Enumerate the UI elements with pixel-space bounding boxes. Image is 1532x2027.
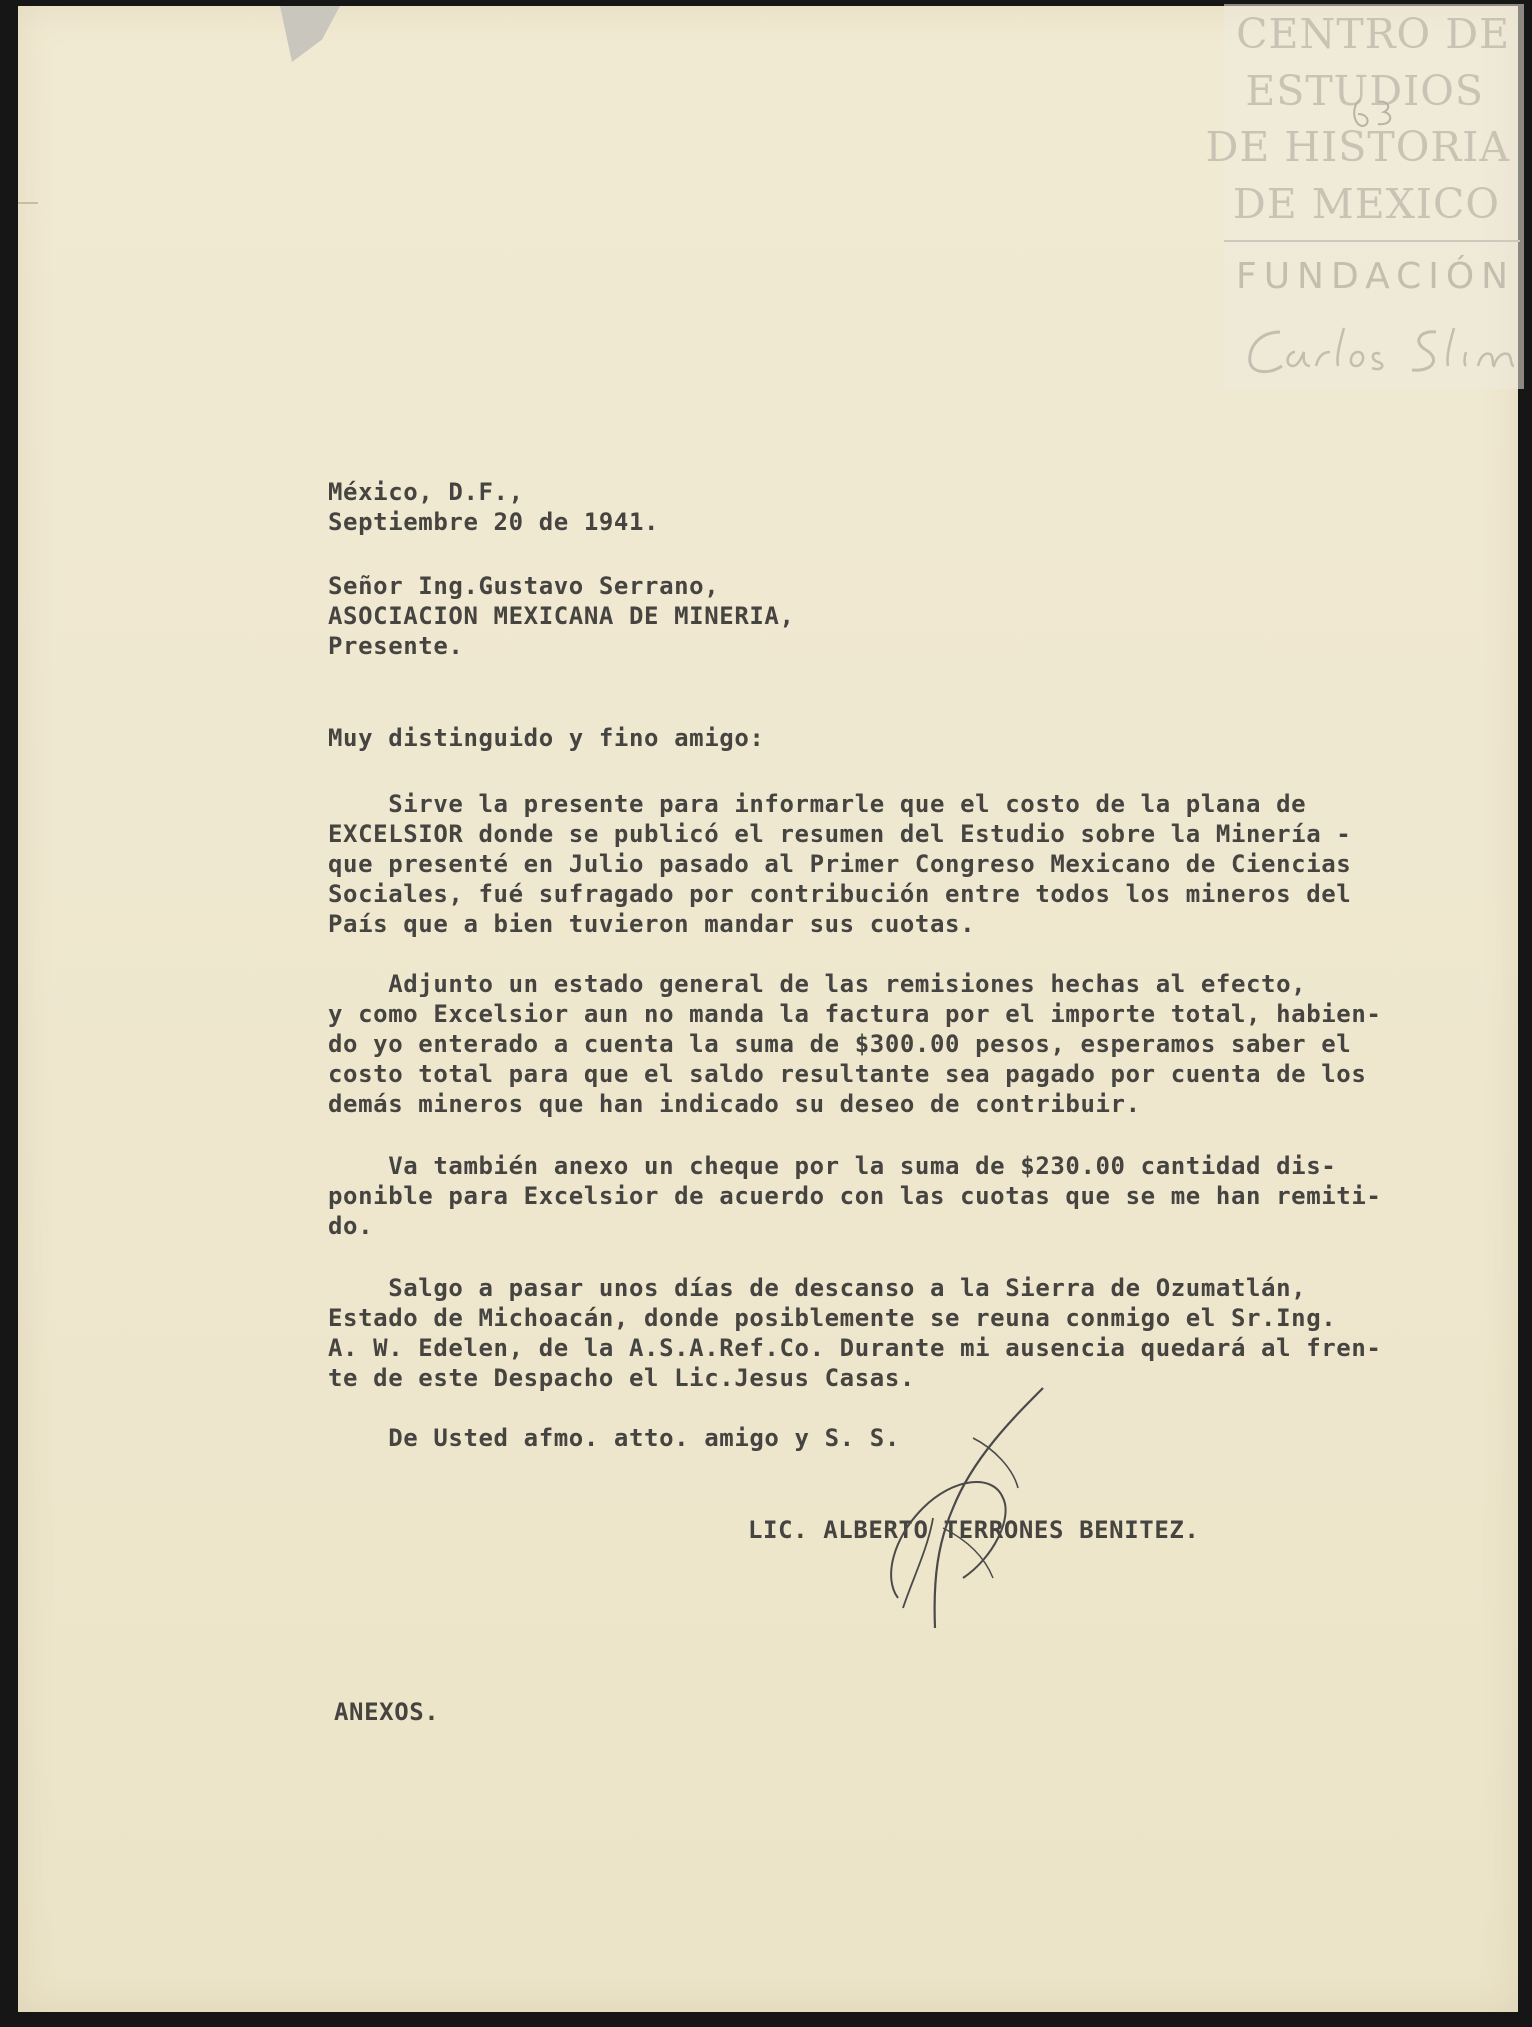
- paragraph-1-line: Sociales, fué sufragado por contribución entre todos los mineros del: [328, 880, 1352, 908]
- paragraph-1-line: que presenté en Julio pasado al Primer Congreso Mexicano de Ciencias: [328, 850, 1352, 878]
- salutation: Muy distinguido y fino amigo:: [328, 724, 765, 752]
- watermark-foundation: FUNDACIÓN: [1236, 256, 1516, 297]
- signatory-name: LIC. ALBERTO TERRONES BENITEZ.: [748, 1516, 1200, 1544]
- paragraph-2-line: costo total para que el saldo resultante sea pagado por cuenta de los: [328, 1060, 1367, 1088]
- watermark-line-3: DE HISTORIA: [1205, 123, 1510, 171]
- paragraph-2-line: Adjunto un estado general de las remisiones hechas al efecto,: [328, 970, 1307, 998]
- recipient-location: Presente.: [328, 632, 464, 660]
- paragraph-1-line: Sirve la presente para informarle que el costo de la plana de: [328, 790, 1307, 818]
- paragraph-3-line: do.: [328, 1212, 374, 1240]
- handwritten-page-number: [1348, 94, 1408, 134]
- recipient-name: Señor Ing.Gustavo Serrano,: [328, 572, 720, 600]
- torn-corner: [280, 6, 340, 62]
- letter-place: México, D.F.,: [328, 478, 524, 506]
- paragraph-2-line: do yo enterado a cuenta la suma de $300.00 pesos, esperamos saber el: [328, 1030, 1352, 1058]
- paragraph-4-line: A. W. Edelen, de la A.S.A.Ref.Co. Durante mi ausencia quedará al fren-: [328, 1334, 1382, 1362]
- watermark-signature-logo: [1240, 322, 1525, 382]
- closing-line: De Usted afmo. atto. amigo y S. S.: [328, 1424, 900, 1452]
- paragraph-3-line: ponible para Excelsior de acuerdo con las cuotas que se me han remiti-: [328, 1182, 1382, 1210]
- watermark-divider: [1224, 240, 1520, 242]
- paragraph-2-line: y como Excelsior aun no manda la factura por el importe total, habien-: [328, 1000, 1382, 1028]
- recipient-organization: ASOCIACION MEXICANA DE MINERIA,: [328, 602, 795, 630]
- watermark-line-2: ESTUDIOS: [1245, 67, 1484, 115]
- paragraph-1-line: EXCELSIOR donde se publicó el resumen del Estudio sobre la Minería -: [328, 820, 1352, 848]
- paragraph-4-line: Salgo a pasar unos días de descanso a la Sierra de Ozumatlán,: [328, 1274, 1307, 1302]
- paragraph-4-line: te de este Despacho el Lic.Jesus Casas.: [328, 1364, 915, 1392]
- paragraph-2-line: demás mineros que han indicado su deseo de contribuir.: [328, 1090, 1141, 1118]
- handwritten-signature: [843, 1378, 1083, 1638]
- letter-date: Septiembre 20 de 1941.: [328, 508, 660, 536]
- fold-mark: [18, 202, 38, 204]
- paragraph-3-line: Va también anexo un cheque por la suma de $230.00 cantidad dis-: [328, 1152, 1337, 1180]
- archive-watermark: [1205, 4, 1524, 389]
- watermark-line-4: DE MEXICO: [1232, 180, 1500, 228]
- paragraph-1-line: País que a bien tuvieron mandar sus cuotas.: [328, 910, 976, 938]
- enclosures-label: ANEXOS.: [334, 1698, 440, 1726]
- watermark-line-1: CENTRO DE: [1236, 10, 1510, 58]
- paragraph-4-line: Estado de Michoacán, donde posiblemente se reuna conmigo el Sr.Ing.: [328, 1304, 1337, 1332]
